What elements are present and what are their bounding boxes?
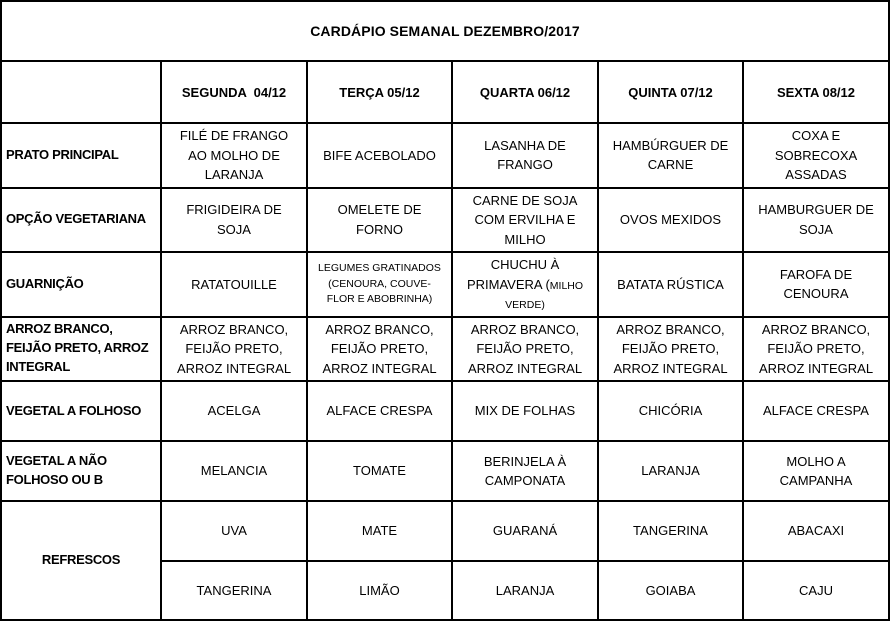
menu-cell: BIFE ACEBOLADO <box>307 123 452 188</box>
menu-cell: ARROZ BRANCO, FEIJÃO PRETO, ARROZ INTEGRAL <box>307 317 452 382</box>
row-label-refrescos: REFRESCOS <box>1 501 161 620</box>
table-row <box>1 252 889 317</box>
menu-cell: ALFACE CRESPA <box>743 381 889 441</box>
row-label-vegetal-nao-folhoso: VEGETAL A NÃO FOLHOSO OU B <box>1 441 161 501</box>
title-row <box>1 1 889 61</box>
menu-cell: LARANJA <box>452 561 598 620</box>
menu-cell: ABACAXI <box>743 501 889 561</box>
menu-cell: OVOS MEXIDOS <box>598 188 743 253</box>
menu-cell: GOIABA <box>598 561 743 620</box>
menu-cell: RATATOUILLE <box>161 252 307 317</box>
menu-cell: MATE <box>307 501 452 561</box>
row-label-opcao-vegetariana: OPÇÃO VEGETARIANA <box>1 188 161 253</box>
menu-cell: ACELGA <box>161 381 307 441</box>
day-header-row <box>1 61 889 123</box>
table-row <box>1 188 889 253</box>
menu-cell: ARROZ BRANCO, FEIJÃO PRETO, ARROZ INTEGRAL <box>598 317 743 382</box>
corner-cell <box>1 61 161 123</box>
menu-cell: ARROZ BRANCO, FEIJÃO PRETO, ARROZ INTEGRAL <box>743 317 889 382</box>
row-label-arroz-feijao: ARROZ BRANCO, FEIJÃO PRETO, ARROZ INTEGRAL <box>1 317 161 382</box>
row-label-vegetal-folhoso: VEGETAL A FOLHOSO <box>1 381 161 441</box>
menu-cell: TANGERINA <box>161 561 307 620</box>
day-header-terca: TERÇA 05/12 <box>307 61 452 123</box>
menu-cell: COXA E SOBRECOXA ASSADAS <box>743 123 889 188</box>
menu-cell: ARROZ BRANCO, FEIJÃO PRETO, ARROZ INTEGRAL <box>161 317 307 382</box>
row-label-prato-principal: PRATO PRINCIPAL <box>1 123 161 188</box>
day-header-quarta: QUARTA 06/12 <box>452 61 598 123</box>
menu-cell: GUARANÁ <box>452 501 598 561</box>
menu-cell: LEGUMES GRATINADOS (CENOURA, COUVE-FLOR E ABOBRINHA) <box>307 252 452 317</box>
menu-cell: ARROZ BRANCO, FEIJÃO PRETO, ARROZ INTEGRAL <box>452 317 598 382</box>
table-row <box>1 381 889 441</box>
menu-cell: HAMBÚRGUER DE CARNE <box>598 123 743 188</box>
table-row <box>1 441 889 501</box>
menu-cell: MOLHO A CAMPANHA <box>743 441 889 501</box>
page-title: CARDÁPIO SEMANAL DEZEMBRO/2017 <box>1 1 889 61</box>
menu-cell: CARNE DE SOJA COM ERVILHA E MILHO <box>452 188 598 253</box>
row-label-guarnicao: GUARNIÇÃO <box>1 252 161 317</box>
menu-cell: TOMATE <box>307 441 452 501</box>
menu-cell-text: CHUCHU À PRIMAVERA ( <box>466 257 560 292</box>
day-header-segunda: SEGUNDA 04/12 <box>161 61 307 123</box>
menu-cell: MIX DE FOLHAS <box>452 381 598 441</box>
table-row <box>1 317 889 382</box>
day-header-sexta: SEXTA 08/12 <box>743 61 889 123</box>
menu-cell: OMELETE DE FORNO <box>307 188 452 253</box>
menu-cell: FRIGIDEIRA DE SOJA <box>161 188 307 253</box>
menu-cell: LIMÃO <box>307 561 452 620</box>
menu-cell: ALFACE CRESPA <box>307 381 452 441</box>
menu-cell: HAMBURGUER DE SOJA <box>743 188 889 253</box>
menu-cell: LASANHA DE FRANGO <box>452 123 598 188</box>
table-row <box>1 501 889 561</box>
menu-cell: FILÉ DE FRANGO AO MOLHO DE LARANJA <box>161 123 307 188</box>
menu-cell: UVA <box>161 501 307 561</box>
table-row <box>1 123 889 188</box>
menu-cell <box>452 252 598 317</box>
menu-cell: FAROFA DE CENOURA <box>743 252 889 317</box>
menu-cell-text-small: MILHO VERDE) <box>505 279 584 311</box>
menu-cell: BATATA RÚSTICA <box>598 252 743 317</box>
menu-cell: CHICÓRIA <box>598 381 743 441</box>
day-header-quinta: QUINTA 07/12 <box>598 61 743 123</box>
menu-cell: TANGERINA <box>598 501 743 561</box>
menu-cell: LARANJA <box>598 441 743 501</box>
menu-cell: CAJU <box>743 561 889 620</box>
menu-cell: MELANCIA <box>161 441 307 501</box>
menu-cell: BERINJELA À CAMPONATA <box>452 441 598 501</box>
